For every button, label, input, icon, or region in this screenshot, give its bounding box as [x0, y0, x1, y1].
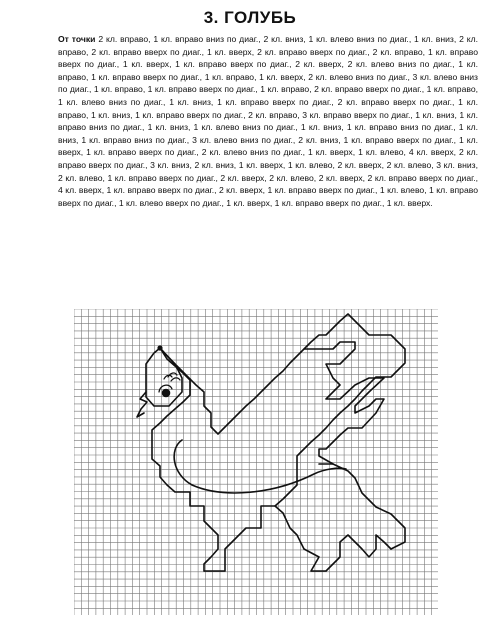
instructions-paragraph — [58, 33, 478, 209]
dove-tail — [275, 464, 405, 571]
instructions-lead: От точки — [58, 34, 96, 44]
grid-lines — [74, 309, 438, 615]
page-title: 3. ГОЛУБЬ — [203, 8, 297, 27]
instructions-body: 2 кл. вправо, 1 кл. вправо вниз по диаг., 2 кл. вниз, 1 кл. влево вниз по диаг., 1 кл. вниз, 2 кл. вправо, 2 кл. вправо вверх по диаг., 1 кл. вверх, 2 кл. вправо вверх по диаг., 2 кл. вправо, 1 кл. вправо вверх по диаг., 1 кл. вверх, 1 кл. вправо вверх по диаг., 2 кл. вверх, 2 кл. влево вниз по диаг., 1 кл. вправо, 1 кл. вправо вверх по диаг., 1 кл. вправо, 1 кл. вверх, 2 кл. влево вниз по диаг., 3 кл. влево вниз по диаг., 1 кл. вправо, 1 кл. вправо вверх по диаг., 1 кл. вправо, 2 кл. вправо вверх по диаг., 1 кл. вправо, 1 кл. влево вниз по диаг., 1 кл. вниз, 1 кл. вправо вверх по диаг., 2 кл. вправо вверх по диаг., 1 кл. вправо, 1 кл. вниз, 1 кл. вправо вверх по диаг., 2 кл. вправо, 3 кл. вправо вверх по диаг., 1 кл. вниз, 1 кл. вправо вниз по диаг., 1 кл. вниз, 1 кл. влево вниз по диаг., 1 кл. вниз, 1 кл. вправо вниз по диаг., 1 кл. вниз, 1 кл. вправо вниз по диаг., 3 кл. влево вниз по диаг., 2 кл. вниз, 1 кл. вправо вверх по диаг., 1 кл. вверх, 1 кл. вправо вверх по диаг., 2 кл. влево вниз по диаг., 1 кл. вверх, 1 кл. влево, 4 кл. вверх, 2 кл. вправо вверх по диаг., 3 кл. вниз, 2 кл. вниз, 1 кл. вверх, 1 кл. влево, 2 кл. вверх, 2 кл. влево, 3 кл. вниз, 2 кл. влево, 1 кл. вправо вверх по диаг., 2 кл. вверх, 2 кл. влево, 2 кл. вверх, 2 кл. вправо вверх по диаг., 4 кл. вверх, 1 кл. вправо вверх по диаг., 2 кл. вверх, 1 кл. вправо вверх по диаг., 1 кл. влево, 1 кл. вправо вверх по диаг., 1 кл. влево вверх по диаг., 1 кл. вверх, 1 кл. вправо вверх по диаг., 1 кл. вверх. — [58, 34, 478, 208]
dove-eye — [163, 390, 170, 397]
dove-head — [146, 348, 182, 406]
start-point — [157, 345, 162, 350]
dove-eyelashes — [164, 373, 180, 381]
drawing-grid[interactable] — [74, 309, 438, 615]
